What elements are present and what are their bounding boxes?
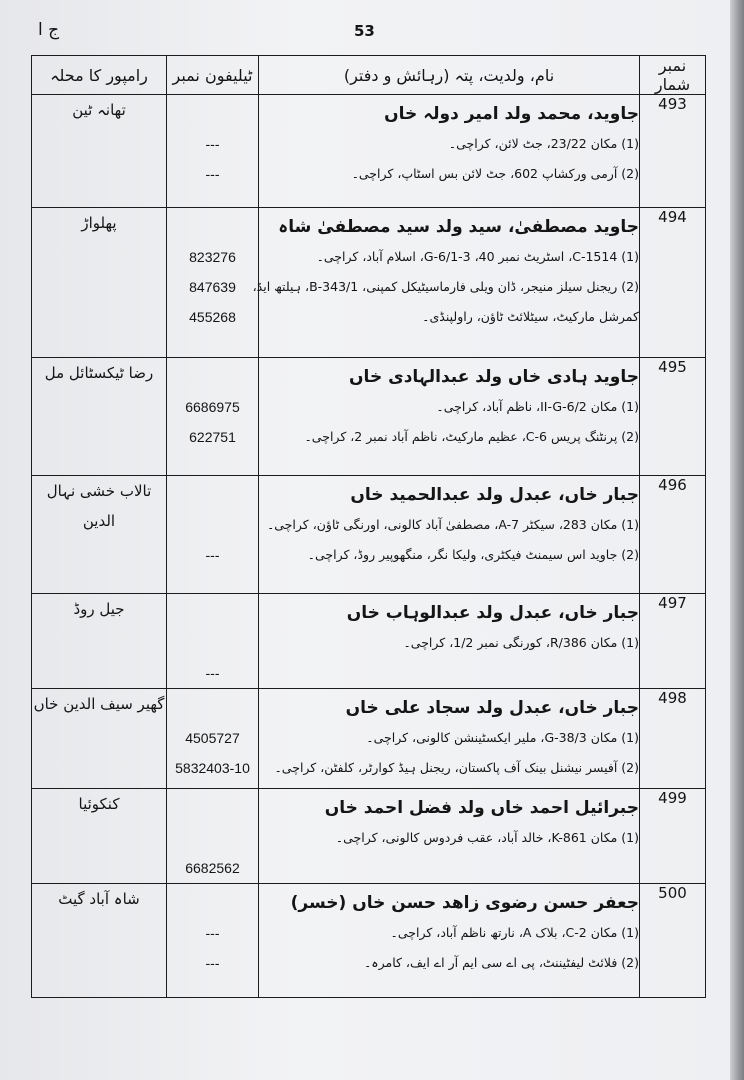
telephone-number: 823276: [189, 249, 236, 265]
telephone-spacer: [167, 594, 258, 628]
name-address-cell: [259, 594, 640, 689]
telephone-number: 455268: [189, 309, 236, 325]
page-number: 53: [354, 22, 375, 40]
serial-number-cell: 500: [640, 884, 706, 998]
name-address-cell: [259, 884, 640, 998]
telephone-number: ---: [205, 955, 220, 971]
address-line: (1) مکان II-G-6/2، ناظم آباد، کراچی۔: [436, 399, 639, 414]
book-spine-shadow: [730, 0, 744, 1080]
address-line: (2) پرنٹنگ پریس C-6، عظیم مارکیٹ، ناظم آباد نمبر 2، کراچی۔: [304, 429, 639, 444]
table-row: [32, 884, 706, 998]
serial-number-cell: 494: [640, 208, 706, 358]
header-serial: نمبر شمار: [640, 56, 706, 95]
address-line: (2) آفیسر نیشنل بینک آف پاکستان، ریجنل ہیڈ کوارٹر، کلفٹن، کراچی۔: [274, 760, 639, 775]
address-line: (1) مکان 23/22، جٹ لائن، کراچی۔: [448, 136, 639, 151]
telephone-number: ---: [205, 925, 220, 941]
serial-number-cell: 497: [640, 594, 706, 689]
person-name: جبار خاں، عبدل ولد عبدالوہاب خاں: [346, 603, 639, 623]
serial-number-cell: 496: [640, 476, 706, 594]
serial-number-cell: 499: [640, 789, 706, 884]
telephone-cell: [167, 358, 259, 476]
table-row: [32, 208, 706, 358]
telephone-spacer: [167, 689, 258, 723]
person-name: جعفر حسن رضوی زاھد حسن خاں (خسر): [290, 893, 639, 913]
address-line: (1) مکان 283، سیکٹر A-7، مصطفیٰ آباد کالونی، اورنگی ٹاؤن، کراچی۔: [266, 517, 639, 532]
directory-table: [31, 55, 706, 998]
rampur-area-cell: پھلواڑ: [32, 208, 167, 358]
telephone-cell: [167, 689, 259, 789]
address-line: (2) آرمی ورکشاپ 602، جٹ لائن بس اسٹاپ، کراچی۔: [351, 166, 639, 181]
header-rampur-area: رامپور کا محلہ: [32, 56, 167, 95]
address-line: (1) مکان K-861، خالد آباد، عقب فردوس کالونی، کراچی۔: [335, 830, 639, 845]
table-row: [32, 95, 706, 208]
telephone-number: 6686975: [185, 399, 240, 415]
address-line: (1) مکان R/386، کورنگی نمبر 1/2، کراچی۔: [403, 635, 639, 650]
person-name: جاوید مصطفیٰ، سید ولد سید مصطفیٰ شاہ: [278, 217, 639, 237]
telephone-spacer: [167, 476, 258, 510]
telephone-spacer: [167, 358, 258, 392]
telephone-cell: [167, 884, 259, 998]
telephone-cell: [167, 95, 259, 208]
telephone-number: ---: [205, 665, 220, 681]
name-address-cell: [259, 358, 640, 476]
rampur-area-cell: کنکوئیا: [32, 789, 167, 884]
telephone-number: 4505727: [185, 730, 240, 746]
table-header-row: [32, 56, 706, 95]
table-body: [32, 95, 706, 998]
telephone-number: 847639: [189, 279, 236, 295]
telephone-cell: [167, 594, 259, 689]
name-address-cell: [259, 95, 640, 208]
person-name: جبار خاں، عبدل ولد عبدالحمید خاں: [350, 485, 639, 505]
telephone-spacer: [167, 208, 258, 242]
name-address-cell: [259, 476, 640, 594]
person-name: جاوید، محمد ولد امیر دولہ خاں: [384, 104, 639, 124]
telephone-number: ---: [205, 136, 220, 152]
rampur-area-cell: جیل روڈ: [32, 594, 167, 689]
address-line: (1) C-1514، اسٹریٹ نمبر 40، G-6/1-3، اسلام آباد، کراچی۔: [316, 249, 639, 264]
serial-number-cell: 493: [640, 95, 706, 208]
table-row: [32, 476, 706, 594]
telephone-spacer: [167, 884, 258, 918]
serial-number-cell: 498: [640, 689, 706, 789]
rampur-area-cell: گھیر سیف الدین خاں: [32, 689, 167, 789]
telephone-spacer: [167, 95, 258, 129]
name-address-cell: [259, 789, 640, 884]
address-line: (1) مکان C-2، بلاک A، نارتھ ناظم آباد، کراچی۔: [390, 925, 639, 940]
rampur-area-cell: رضا ٹیکسٹائل مل: [32, 358, 167, 476]
rampur-area-cell: تالاب خشی نہال الدین: [32, 476, 167, 594]
header-name-address: نام، ولدیت، پتہ (رہائش و دفتر): [259, 56, 640, 95]
table-row: [32, 789, 706, 884]
telephone-number: 6682562: [185, 860, 240, 876]
volume-marker: ج ا: [38, 20, 60, 40]
telephone-cell: [167, 476, 259, 594]
telephone-number: ---: [205, 547, 220, 563]
telephone-number: 622751: [189, 429, 236, 445]
table-row: [32, 358, 706, 476]
serial-number-cell: 495: [640, 358, 706, 476]
telephone-spacer: [167, 789, 258, 823]
telephone-number: ---: [205, 166, 220, 182]
header-telephone: ٹیلیفون نمبر: [167, 56, 259, 95]
person-name: جاوید ہادی خاں ولد عبدالہادی خاں: [349, 367, 639, 387]
address-line: کمرشل مارکیٹ، سیٹلائٹ ٹاؤن، راولپنڈی۔: [422, 309, 639, 324]
rampur-area-cell: تھانہ ٹین: [32, 95, 167, 208]
telephone-cell: [167, 208, 259, 358]
table-row: [32, 594, 706, 689]
rampur-area-cell: شاہ آباد گیٹ: [32, 884, 167, 998]
address-line: (2) ریجنل سیلز منیجر، ڈان ویلی فارماسیٹیکل کمپنی، B-343/1، ہیلتھ ایڈ،: [252, 279, 639, 294]
name-address-cell: [252, 208, 640, 358]
person-name: جبار خاں، عبدل ولد سجاد علی خاں: [345, 698, 639, 718]
address-line: (2) جاوید اس سیمنٹ فیکٹری، ولیکا نگر، منگھوپیر روڈ، کراچی۔: [307, 547, 639, 562]
telephone-cell: [167, 789, 259, 884]
telephone-number: 5832403-10: [175, 760, 250, 776]
person-name: جبرائیل احمد خاں ولد فضل احمد خاں: [324, 798, 639, 818]
address-line: (2) فلائٹ لیفٹیننٹ، پی اے سی ایم آر اے ایف، کامرہ۔: [363, 955, 639, 970]
table-row: [32, 689, 706, 789]
name-address-cell: [259, 689, 640, 789]
address-line: (1) مکان G-38/3، ملیر ایکسٹینشن کالونی، کراچی۔: [366, 730, 639, 745]
